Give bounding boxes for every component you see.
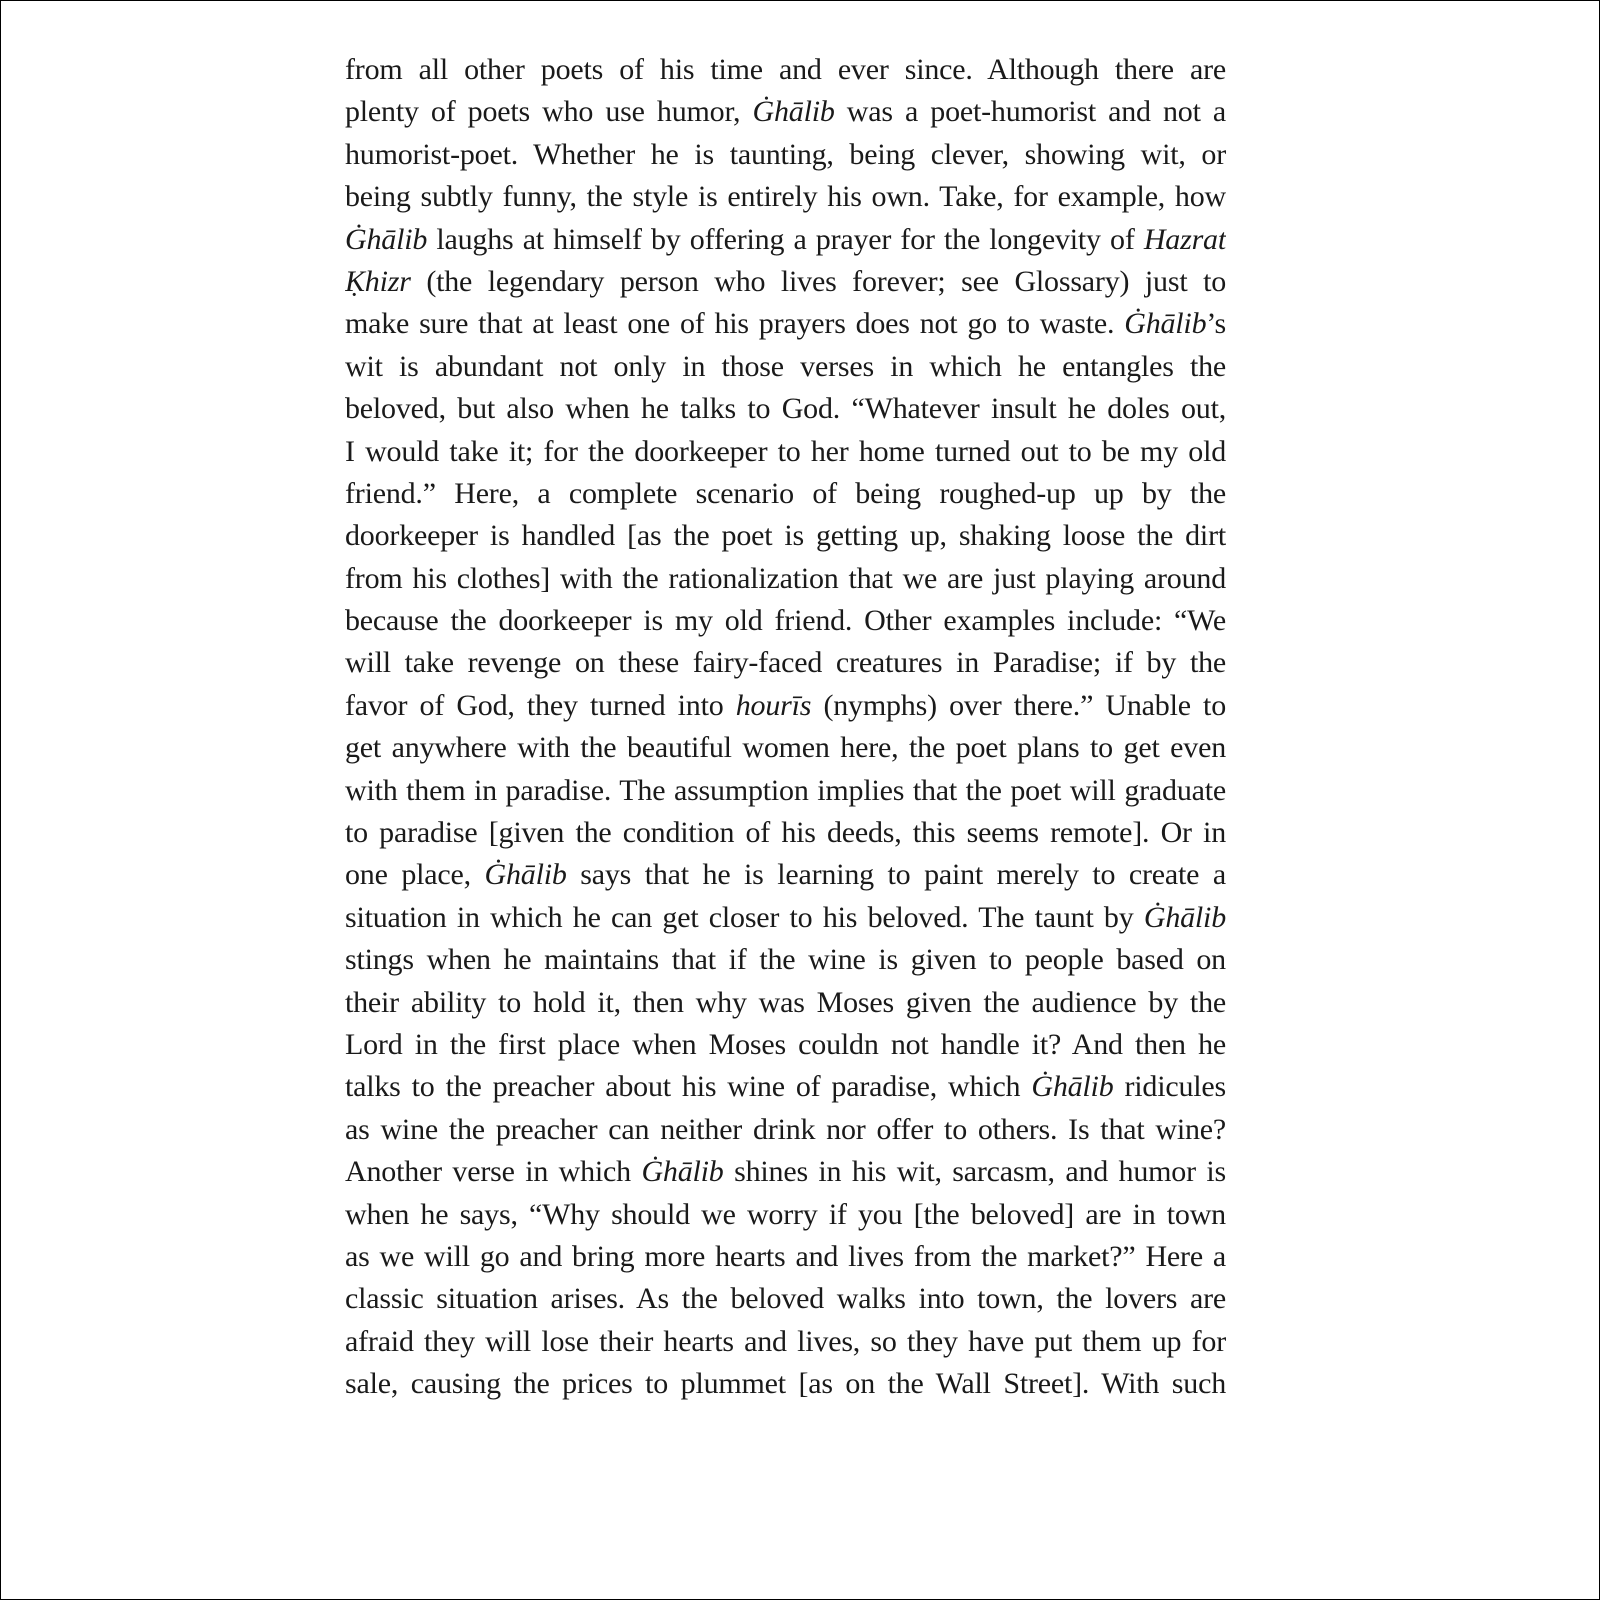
text-segment: Lord in the first place when Moses couldn not handle it? And then he <box>345 1027 1226 1061</box>
text-line <box>345 303 1226 345</box>
text-line <box>345 685 1226 727</box>
text-line <box>345 346 1226 388</box>
italic-text-segment: Ḳhizr <box>345 264 411 298</box>
text-line <box>345 854 1226 896</box>
text-line <box>345 600 1226 642</box>
text-segment: will take revenge on these fairy-faced creatures in Paradise; if by the <box>345 646 1226 680</box>
text-segment: shines in his wit, sarcasm, and humor is <box>723 1155 1226 1189</box>
text-segment: plenty of poets who use humor, <box>345 95 753 129</box>
text-segment: from his clothes] with the rationalization that we are just playing around <box>345 561 1226 595</box>
text-segment: was a poet-humorist and not a <box>834 95 1226 129</box>
text-line <box>345 219 1226 261</box>
italic-text-segment: Ġhālib <box>484 858 567 892</box>
text-line <box>345 812 1226 854</box>
text-line <box>345 982 1226 1024</box>
text-segment: Another verse in which <box>345 1155 642 1189</box>
text-segment: situation in which he can get closer to his beloved. The taunt by <box>345 900 1144 934</box>
text-segment: because the doorkeeper is my old friend. Other examples include: “We <box>345 604 1226 638</box>
text-line <box>345 642 1226 684</box>
text-segment: ridicules <box>1113 1070 1226 1104</box>
text-line <box>345 1278 1226 1320</box>
text-segment: friend.” Here, a complete scenario of being roughed-up up by the <box>345 476 1226 510</box>
text-segment: humorist-poet. Whether he is taunting, being clever, showing wit, or <box>345 137 1226 171</box>
text-segment: laughs at himself by offering a prayer for the longevity of <box>427 222 1144 256</box>
text-segment: their ability to hold it, then why was Moses given the audience by the <box>345 985 1226 1019</box>
text-line <box>345 727 1226 769</box>
italic-text-segment: hourīs <box>735 688 812 722</box>
italic-text-segment: Ġhālib <box>1031 1070 1114 1104</box>
text-segment: make sure that at least one of his prayers does not go to waste. <box>345 307 1125 341</box>
text-segment: I would take it; for the doorkeeper to her home turned out to be my old <box>345 434 1226 468</box>
text-line <box>345 897 1226 939</box>
text-segment: talks to the preacher about his wine of paradise, which <box>345 1070 1032 1104</box>
text-line <box>345 558 1226 600</box>
text-line <box>345 515 1226 557</box>
text-segment: get anywhere with the beautiful women here, the poet plans to get even <box>345 731 1226 765</box>
text-line <box>345 1194 1226 1236</box>
text-segment: with them in paradise. The assumption implies that the poet will graduate <box>345 773 1226 807</box>
text-line <box>345 49 1226 91</box>
italic-text-segment: Hazrat <box>1143 222 1226 256</box>
text-segment: classic situation arises. As the beloved walks into town, the lovers are <box>345 1282 1226 1316</box>
text-line <box>345 1024 1226 1066</box>
italic-text-segment: Ġhālib <box>752 95 835 129</box>
text-line <box>345 1109 1226 1151</box>
text-line <box>345 473 1226 515</box>
text-line <box>345 1321 1226 1363</box>
text-line <box>345 1236 1226 1278</box>
text-line <box>345 261 1226 303</box>
text-segment: favor of God, they turned into <box>345 688 736 722</box>
text-segment: when he says, “Why should we worry if you [the beloved] are in town <box>345 1197 1226 1231</box>
text-segment: being subtly funny, the style is entirely his own. Take, for example, how <box>345 180 1226 214</box>
text-line <box>345 176 1226 218</box>
text-line <box>345 939 1226 981</box>
text-line <box>345 1151 1226 1193</box>
text-line <box>345 431 1226 473</box>
text-segment: says that he is learning to paint merely to create a <box>566 858 1226 892</box>
text-line <box>345 770 1226 812</box>
text-line <box>345 388 1226 430</box>
italic-text-segment: Ġhālib <box>1143 900 1226 934</box>
text-segment: wit is abundant not only in those verses in which he entangles the <box>345 349 1226 383</box>
text-segment: beloved, but also when he talks to God. “Whatever insult he doles out, <box>345 392 1226 426</box>
text-line <box>345 91 1226 133</box>
text-segment: one place, <box>345 858 485 892</box>
text-segment: (nymphs) over there.” Unable to <box>811 688 1226 722</box>
text-segment: to paradise [given the condition of his deeds, this seems remote]. Or in <box>345 816 1226 850</box>
italic-text-segment: Ġhālib <box>641 1155 724 1189</box>
text-segment: as wine the preacher can neither drink nor offer to others. Is that wine? <box>345 1112 1226 1146</box>
text-segment: stings when he maintains that if the wine is given to people based on <box>345 943 1226 977</box>
text-segment: from all other poets of his time and ever since. Although there are <box>345 53 1226 86</box>
text-segment: doorkeeper is handled [as the poet is getting up, shaking loose the dirt <box>345 519 1226 553</box>
text-segment: ’s <box>1206 307 1226 341</box>
text-line <box>345 134 1226 176</box>
italic-text-segment: Ġhālib <box>345 222 428 256</box>
text-segment: afraid they will lose their hearts and lives, so they have put them up for <box>345 1324 1226 1358</box>
italic-text-segment: Ġhālib <box>1124 307 1207 341</box>
body-text <box>345 49 1226 1406</box>
text-line <box>345 1066 1226 1108</box>
text-line <box>345 1363 1226 1405</box>
text-segment: sale, causing the prices to plummet [as on the Wall Street]. With such <box>345 1367 1226 1401</box>
text-segment: as we will go and bring more hearts and lives from the market?” Here a <box>345 1239 1226 1273</box>
text-segment: (the legendary person who lives forever; see Glossary) just to <box>410 264 1226 298</box>
